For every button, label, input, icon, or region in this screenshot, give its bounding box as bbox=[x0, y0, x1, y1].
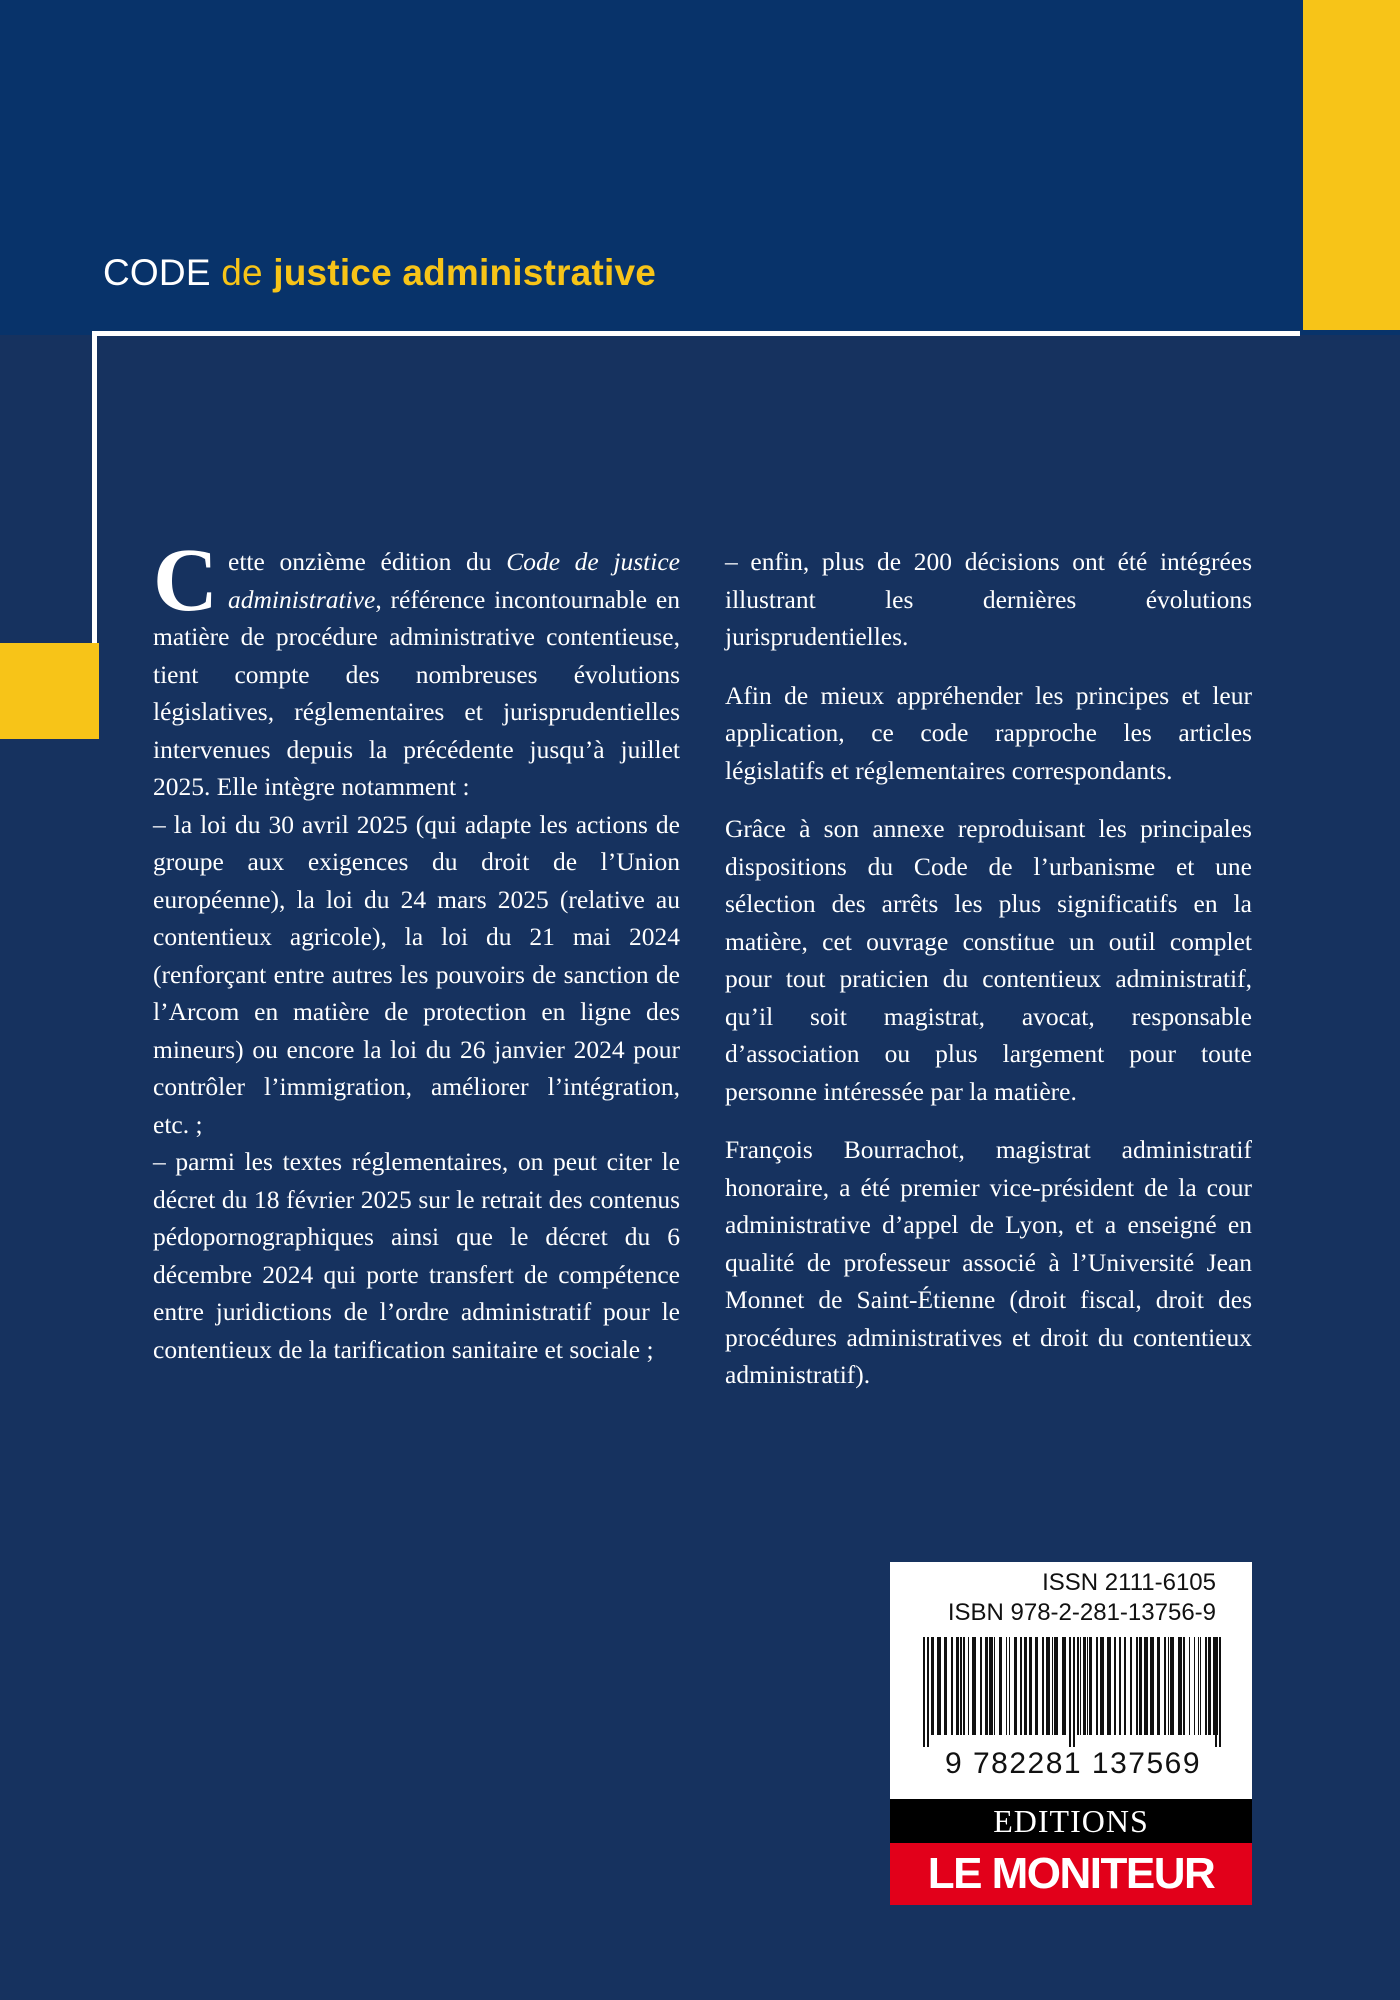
author-bio: François Bourrachot, magistrat administratif honoraire, a été premier vice-président de la cour administrative d’appel de Lyon, et a enseigné en qualité de professeur associé à l’Université Jean Monnet de Saint-Étienne (droit fiscal, droit des procédures administratives et droit du contentieux administratif). bbox=[725, 1135, 1252, 1389]
barcode-icon bbox=[923, 1637, 1223, 1747]
blurb-paragraph-method: Afin de mieux appréhender les principes et leur application, ce code rapproche les articles législatifs et réglementaires correspondants. bbox=[725, 680, 1252, 785]
barcode-bar bbox=[968, 1637, 969, 1735]
barcode-bar bbox=[1054, 1637, 1058, 1735]
barcode-bar bbox=[1215, 1637, 1217, 1747]
blurb-paragraph-intro bbox=[153, 531, 680, 806]
barcode-panel bbox=[890, 1562, 1252, 1905]
barcode-bar bbox=[1144, 1637, 1148, 1735]
barcode-bar bbox=[956, 1637, 959, 1735]
barcode-bar bbox=[1052, 1637, 1053, 1735]
blurb-column-right bbox=[725, 543, 1252, 1394]
yellow-tab-left bbox=[0, 643, 99, 739]
blurb-item-laws: – la loi du 30 avril 2025 (qui adapte les actions de groupe aux exigences du droit de l’Union européenne), la loi du 24 mars 2025 (relative au contentieux agricole), la loi du 21 mai 2024 (renforçant entre autres les pouvoirs de sanction de l’Arcom en matière de protection en ligne des mineurs) ou encore la loi du 26 janvier 2024 pour contrôler l’immigration, améliorer l’intégration, etc. ; bbox=[153, 809, 680, 1139]
barcode-bar bbox=[1096, 1637, 1098, 1735]
barcode-bar bbox=[931, 1637, 934, 1735]
barcode-bar bbox=[1035, 1637, 1038, 1735]
title-de: de bbox=[221, 252, 263, 293]
barcode-bar bbox=[944, 1637, 947, 1735]
barcode-bar bbox=[937, 1637, 941, 1735]
barcode-bar bbox=[1029, 1637, 1032, 1735]
barcode-bar bbox=[1089, 1637, 1092, 1735]
title-code: CODE bbox=[103, 252, 211, 293]
barcode-bar bbox=[1208, 1637, 1211, 1735]
blurb-item-decisions: – enfin, plus de 200 décisions ont été intégrées illustrant les dernières évolutions jurisprudentielles. bbox=[725, 547, 1252, 651]
barcode-bar bbox=[960, 1637, 962, 1735]
barcode-bar bbox=[1024, 1637, 1027, 1735]
ean-digits: 9 782281 137569 bbox=[944, 1747, 1202, 1780]
barcode-bar bbox=[1020, 1637, 1022, 1735]
blurb-item-decrees: – parmi les textes réglementaires, on peut citer le décret du 18 février 2025 sur le retrait des contenus pédopornographiques ainsi que le décret du 6 décembre 2024 qui porte transfert de compétence entre juridictions de l’ordre administratif pour le contentieux de la tarification sanitaire et sociale ; bbox=[153, 1147, 680, 1364]
isbn-label: ISBN 978-2-281-13756-9 bbox=[947, 1599, 1216, 1626]
blurb-paragraph-annex: Grâce à son annexe reproduisant les principales dispositions du Code de l’urbanisme et une sélection des arrêts les plus significatifs en la matière, cet ouvrage constitue un outil complet pour tout praticien du contentieux administratif, qu’il soit magistrat, avocat, responsable d’association ou plus largement pour toute personne intéressée par la matière. bbox=[725, 814, 1252, 1106]
barcode-bar bbox=[985, 1637, 988, 1735]
barcode-bar bbox=[1119, 1637, 1121, 1735]
intro-text-start: ette onzième édition du bbox=[228, 547, 507, 576]
barcode-bar bbox=[1107, 1637, 1111, 1735]
barcode-bar bbox=[1009, 1637, 1010, 1735]
barcode-bar bbox=[1124, 1637, 1126, 1735]
drop-cap: C bbox=[153, 531, 218, 630]
barcode-bar bbox=[972, 1637, 976, 1735]
frame-line-top bbox=[92, 331, 1300, 336]
barcode-bar bbox=[1157, 1637, 1160, 1735]
barcode-bar bbox=[1168, 1637, 1169, 1735]
barcode-bar bbox=[1136, 1637, 1138, 1735]
barcode-bar bbox=[1213, 1637, 1215, 1735]
yellow-tab-right bbox=[1303, 0, 1400, 330]
barcode-bar bbox=[1178, 1637, 1182, 1735]
publisher-logo-bottom: LE MONITEUR bbox=[890, 1843, 1252, 1905]
barcode-bar bbox=[1069, 1637, 1071, 1747]
barcode-bar bbox=[1164, 1637, 1166, 1735]
intro-book-title: Code de justice administrative bbox=[228, 547, 680, 614]
barcode-bar bbox=[994, 1637, 995, 1735]
frame-line-left bbox=[92, 331, 97, 643]
publisher-logo-top: EDITIONS bbox=[890, 1799, 1252, 1843]
barcode-bar bbox=[1077, 1637, 1079, 1735]
barcode-bar bbox=[1080, 1637, 1081, 1735]
barcode-bar bbox=[1150, 1637, 1154, 1735]
barcode-bar bbox=[1114, 1637, 1116, 1735]
barcode-bar bbox=[1205, 1637, 1207, 1735]
barcode-bar bbox=[1087, 1637, 1088, 1735]
barcode-bar bbox=[1073, 1637, 1075, 1747]
barcode-bar bbox=[1006, 1637, 1007, 1735]
book-title bbox=[103, 250, 656, 296]
barcode-bar bbox=[1200, 1637, 1201, 1735]
intro-text-end: , référence incontournable en matière de procédure administrative contentieuse, tient compte des nombreuses évolutions législatives, réglementaires et jurisprudentielles intervenues depuis la précédente jusqu’à juillet 2025. Elle intègre notamment : bbox=[153, 584, 680, 801]
title-rest: justice administrative bbox=[273, 252, 656, 293]
barcode-bar bbox=[927, 1637, 929, 1747]
barcode-bar bbox=[1042, 1637, 1044, 1735]
barcode-bar bbox=[1183, 1637, 1185, 1735]
barcode-bar bbox=[1046, 1637, 1050, 1735]
barcode-bar bbox=[1189, 1637, 1190, 1735]
barcode-bar bbox=[1170, 1637, 1174, 1735]
barcode-bar bbox=[1198, 1637, 1199, 1735]
barcode-bar bbox=[1100, 1637, 1104, 1735]
barcode-bar bbox=[999, 1637, 1002, 1735]
barcode-bar bbox=[989, 1637, 993, 1735]
barcode-bar bbox=[1130, 1637, 1132, 1735]
issn-label: ISSN 2111-6105 bbox=[1042, 1569, 1216, 1596]
blurb-column-left bbox=[153, 531, 680, 1368]
barcode-bar bbox=[1014, 1637, 1017, 1735]
barcode-bar bbox=[1062, 1637, 1066, 1735]
barcode-bar bbox=[923, 1637, 925, 1747]
barcode-bar bbox=[1194, 1637, 1195, 1735]
barcode-bar bbox=[951, 1637, 953, 1735]
barcode-bar bbox=[980, 1637, 982, 1735]
barcode-bar bbox=[1139, 1637, 1142, 1735]
barcode-bar bbox=[963, 1637, 965, 1735]
barcode-bar bbox=[1083, 1637, 1086, 1735]
barcode-bar bbox=[1219, 1637, 1221, 1747]
